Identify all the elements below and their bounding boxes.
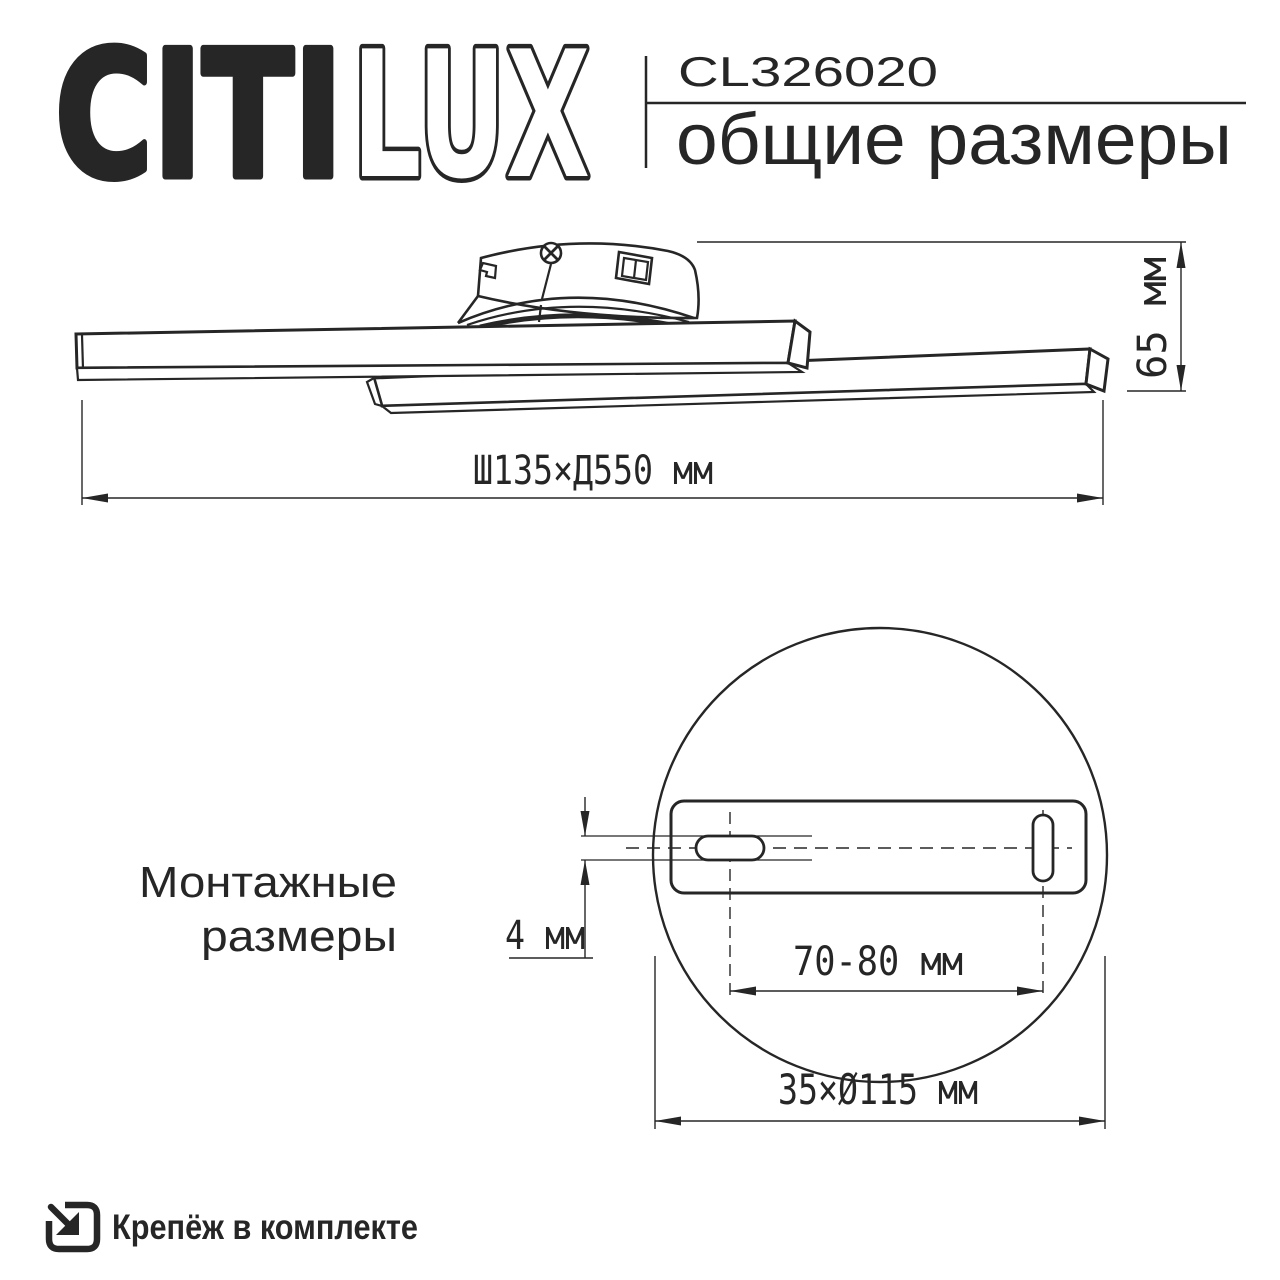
arrowhead-up-icon [1177,242,1186,268]
arrowhead-up-icon [581,860,590,885]
arrowhead-right-icon [1077,494,1103,503]
arrowhead-left-icon [730,987,756,996]
logo-lux: LUX [352,15,590,218]
light-bar-upper-front [76,321,795,368]
header [55,15,1246,218]
logo-citi: CITI [55,15,343,218]
canopy [458,243,699,327]
fasteners-included-icon [49,1205,97,1249]
dim-slot-label: 4 мм [505,913,585,959]
fasteners-note: Крепёж в комплекте [112,1208,418,1247]
light-bar-upper-left-cap-line [82,335,83,369]
arrowhead-down-icon [581,811,590,836]
dimension-width-length [82,400,1103,505]
ceiling-light-side-view [76,242,1186,505]
light-bar-lower-right-cap [1086,349,1108,391]
arrowhead-left-icon [655,1117,681,1126]
dim-height-label: 65 мм [1130,258,1176,379]
arrowhead-down-icon [1177,365,1186,391]
light-bar-upper [76,321,810,380]
dimension-hole-spacing [730,939,1043,996]
arrowhead-right-icon [1017,987,1043,996]
mounting-slot-horizontal [696,836,764,860]
mounting-detail [139,628,1107,1129]
mounting-slot-vertical [1033,815,1053,881]
arrowhead-left-icon [82,494,108,503]
section-title: общие размеры [676,100,1232,180]
product-code: CL326020 [678,48,938,95]
arrowhead-right-icon [1079,1117,1105,1126]
dim-hole-spacing-label: 70-80 мм [793,939,963,985]
mounting-label-line1: Монтажные [139,858,397,907]
mounting-label-line2: размеры [201,912,397,961]
footer [49,1205,418,1249]
dim-canopy-label: 35×Ø115 мм [778,1065,978,1114]
dim-width-length-label: Ш135×Д550 мм [473,448,713,494]
